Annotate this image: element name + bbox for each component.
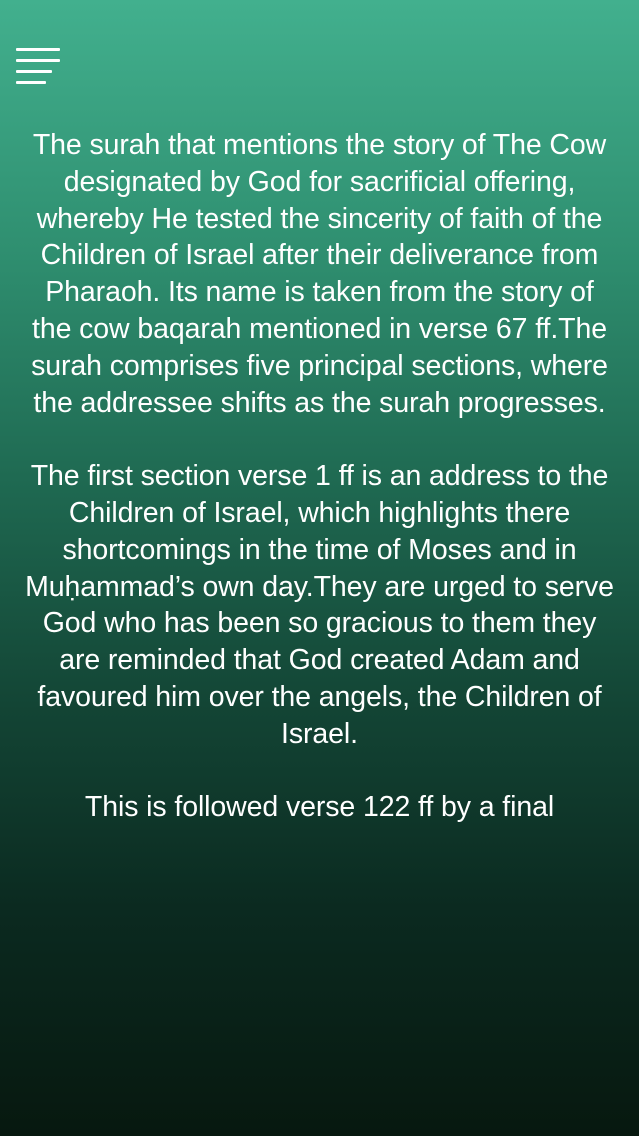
paragraph: This is followed verse 122 ff by a final — [84, 791, 555, 824]
menu-button[interactable] — [14, 46, 62, 86]
paragraph: The surah that mentions the story of The Cow designated by God for sacrificial offering, whereby He tested the sincerity of faith of the Children of Israel after their deliverance from Pharaoh. Its name is taken from the story of the cow baqarah mentioned in verse 67 ff.The surah comprises five principal sections, where the addressee shifts as the surah progresses. — [31, 129, 608, 419]
paragraph: The first section verse 1 ff is an address to the Children of Israel, which highlights there shortcomings in the time of Moses and in Muḥammad’s own day.They are urged to serve God who has been so gracious to them they are reminded that God created Adam and favoured him over the angels, the Children of Israel. — [25, 460, 614, 750]
surah-description — [24, 127, 615, 863]
